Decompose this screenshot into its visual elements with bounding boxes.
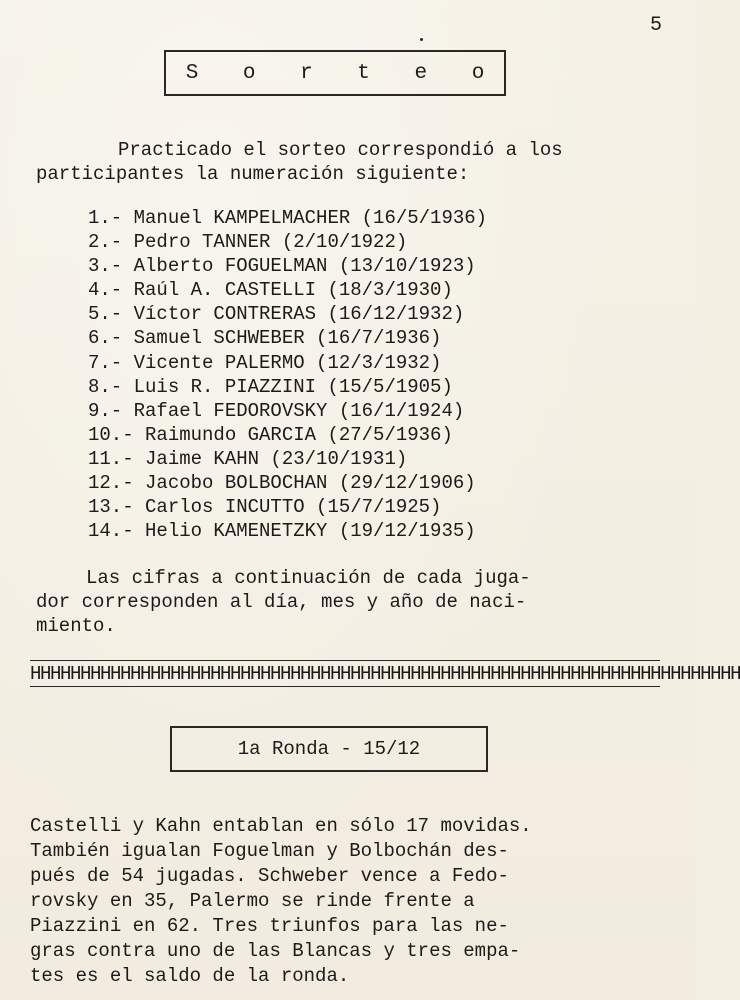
typed-separator: HHHHHHHHHHHHHHHHHHHHHHHHHHHHHHHHHHHHHHHHHHHHHHHHHHHHHHHHHHHHHHHHHHHHHHH <box>30 663 740 685</box>
divider-line-top <box>30 660 660 661</box>
title-box <box>164 50 506 96</box>
report-line: Piazzini en 62. Tres triunfos para las ne- <box>30 915 509 937</box>
participant-item: 6.- Samuel SCHWEBER (16/7/1936) <box>88 327 442 350</box>
participant-item: 5.- Víctor CONTRERAS (16/12/1932) <box>88 303 465 326</box>
round-title-box <box>170 726 488 772</box>
report-line: tes es el saldo de la ronda. <box>30 965 350 987</box>
page-number: 5 <box>649 14 662 37</box>
intro-paragraph <box>36 138 666 186</box>
divider-line-bottom <box>30 686 660 687</box>
closing-paragraph <box>36 566 666 638</box>
participant-item: 8.- Luis R. PIAZZINI (15/5/1905) <box>88 375 453 398</box>
report-line: gras contra uno de las Blancas y tres empa- <box>30 940 521 962</box>
intro-line: participantes la numeración siguiente: <box>36 163 470 185</box>
participant-item: 12.- Jacobo BOLBOCHAN (29/12/1906) <box>88 472 476 495</box>
participant-item: 2.- Pedro TANNER (2/10/1922) <box>88 231 408 254</box>
report-line: Castelli y Kahn entablan en sólo 17 movidas. <box>30 815 532 837</box>
intro-line: Practicado el sorteo correspondió a los <box>118 139 563 161</box>
participant-item: 10.- Raimundo GARCIA (27/5/1936) <box>88 423 453 446</box>
report-line: También igualan Foguelman y Bolbochán des- <box>30 840 509 862</box>
section-title: S o r t e o <box>185 61 501 85</box>
participants-list <box>88 206 487 543</box>
participant-item: 14.- Helio KAMENETZKY (19/12/1935) <box>88 520 476 543</box>
participant-item: 11.- Jaime KAHN (23/10/1931) <box>88 447 408 470</box>
closing-line: Las cifras a continuación de cada juga- <box>86 567 531 589</box>
report-line: rovsky en 35, Palermo se rinde frente a <box>30 890 475 912</box>
participant-item: 4.- Raúl A. CASTELLI (18/3/1930) <box>88 279 453 302</box>
round-report <box>30 814 670 989</box>
participant-item: 3.- Alberto FOGUELMAN (13/10/1923) <box>88 255 476 278</box>
ink-dot <box>420 38 423 41</box>
participant-item: 13.- Carlos INCUTTO (15/7/1925) <box>88 496 442 519</box>
closing-line: miento. <box>36 615 116 637</box>
closing-line: dor corresponden al día, mes y año de naci- <box>36 591 527 613</box>
participant-item: 9.- Rafael FEDOROVSKY (16/1/1924) <box>88 399 465 422</box>
round-title: 1a Ronda - 15/12 <box>237 738 421 760</box>
report-line: pués de 54 jugadas. Schweber vence a Fedo- <box>30 865 509 887</box>
participant-item: 1.- Manuel KAMPELMACHER (16/5/1936) <box>88 207 488 229</box>
participant-item: 7.- Vicente PALERMO (12/3/1932) <box>88 351 442 374</box>
